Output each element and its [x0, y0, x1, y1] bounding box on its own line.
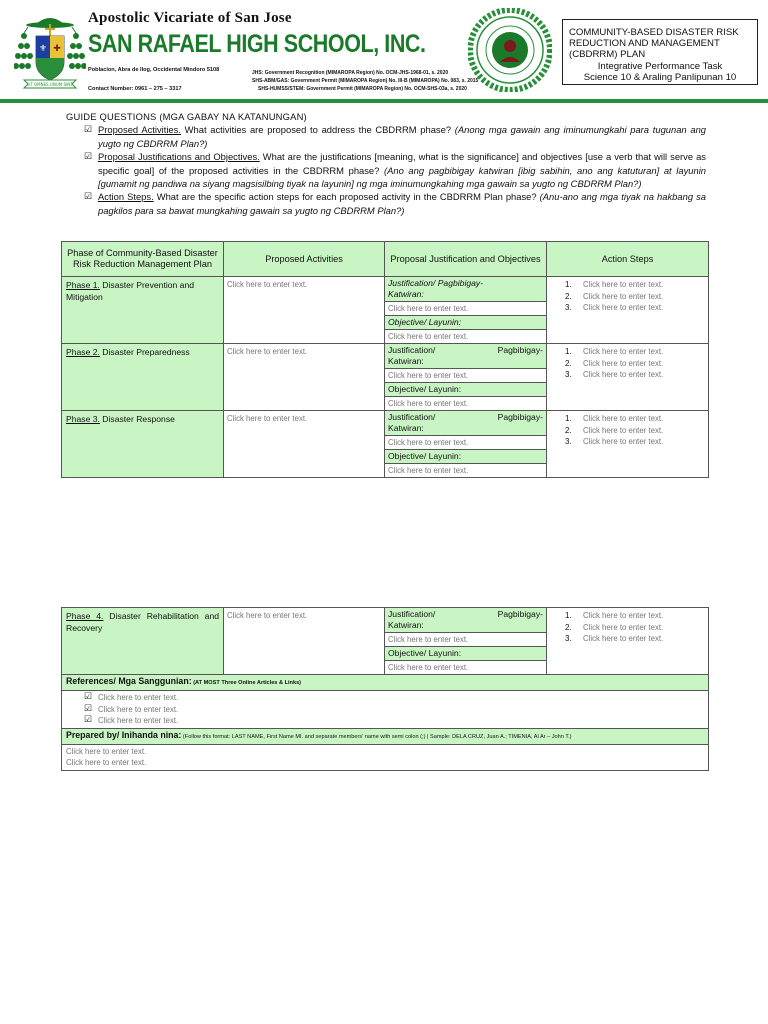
step-input[interactable]: Click here to enter text.: [583, 414, 664, 423]
objective-input[interactable]: Click here to enter text.: [388, 399, 469, 408]
permit-shs-humss: SHS-HUMSS/STEM: Government Permit (MIMAROPA Region) No. OCM-SHS-03a, s. 2020: [258, 86, 467, 92]
cbdrrm-plan-table: [61, 241, 709, 478]
checkbox-icon[interactable]: ☑: [84, 124, 93, 135]
title-line-3: (CBDRRM) PLAN: [569, 49, 646, 61]
member-input[interactable]: Click here to enter text.: [66, 746, 147, 756]
step-input[interactable]: Click here to enter text.: [583, 622, 664, 632]
document-title-box: [562, 19, 758, 85]
cbdrrm-plan-table-continued: [61, 607, 709, 771]
svg-text:⚜: ⚜: [38, 44, 48, 54]
activities-input[interactable]: Click here to enter text.: [227, 280, 308, 289]
table-row: [62, 344, 709, 411]
list-item: [84, 702, 708, 716]
list-item: 3. Click here to enter text.: [565, 303, 664, 313]
link-icon: ☑: [84, 702, 93, 713]
reference-input[interactable]: Click here to enter text.: [98, 716, 179, 726]
objective-label: Objective/ Layunin:: [385, 647, 546, 661]
references-row: [62, 691, 709, 729]
steps-cell: [547, 608, 709, 675]
list-item: 2. Click here to enter text.: [565, 291, 664, 301]
objective-label: Objective/ Layunin:: [385, 316, 546, 330]
reference-input[interactable]: Click here to enter text.: [98, 704, 179, 714]
objective-input[interactable]: Click here to enter text.: [388, 466, 469, 475]
list-item: 3. Click here to enter text.: [565, 370, 664, 380]
guide-item: ☑ Action Steps. What are the specific action steps for each proposed activity in the CBDRRM Plan phase? (Anu-ano ang mga tiyak na hakbang sa pagkilos para sa bawat mungkahing gawain sa yugto ng CBDRRM Plan?): [84, 191, 706, 216]
vicariate-coat-of-arms: [14, 10, 86, 96]
justification-input[interactable]: Click here to enter text.: [388, 635, 469, 644]
justification-input[interactable]: Click here to enter text.: [388, 304, 469, 313]
school-seal: [468, 8, 552, 92]
guide-questions: [66, 110, 706, 217]
step-input[interactable]: Click here to enter text.: [583, 291, 664, 301]
activities-input[interactable]: Click here to enter text.: [227, 414, 308, 423]
list-item: [84, 714, 708, 727]
guide-item: ☑ Proposed Activities. What activities are proposed to address the CBDRRM phase? (Anong mga gawain ang iminumungkahi para tugunan ang yugto ng CBDRRM Plan?): [84, 124, 707, 149]
school-name: SAN RAFAEL HIGH SCHOOL, INC.: [88, 30, 426, 58]
member-input[interactable]: Click here to enter text.: [66, 758, 147, 768]
permit-shs-abm: SHS-ABM/GAS: Government Permit (MIMAROPA Region) No. III-B (MIMAROPA) No. 083, s. 2015: [252, 78, 479, 84]
vicariate-name: Apostolic Vicariate of San Jose: [88, 10, 292, 26]
table-row: [62, 411, 709, 478]
step-input[interactable]: Click here to enter text.: [583, 280, 664, 289]
checkbox-icon[interactable]: ☑: [84, 191, 93, 202]
list-item: 2. Click here to enter text.: [565, 425, 664, 435]
list-item: 1. Click here to enter text.: [565, 280, 664, 289]
references-header-row: [62, 675, 709, 691]
prepared-header-row: [62, 728, 709, 744]
activities-cell: [224, 411, 385, 478]
step-input[interactable]: Click here to enter text.: [583, 370, 664, 380]
svg-text:✚: ✚: [53, 44, 61, 54]
objective-label: Objective/ Layunin:: [385, 383, 546, 397]
list-item: [84, 691, 708, 704]
prepared-row: [62, 744, 709, 770]
step-input[interactable]: Click here to enter text.: [583, 303, 664, 313]
justification-input[interactable]: Click here to enter text.: [388, 371, 469, 380]
references-note: (AT MOST Three Online Articles & Links): [191, 680, 302, 686]
activities-cell: [224, 277, 385, 344]
list-item: 3. Click here to enter text.: [565, 634, 664, 644]
steps-cell: [547, 277, 709, 344]
reference-input[interactable]: Click here to enter text.: [98, 693, 179, 702]
prepared-note: (Follow this format: LAST NAME, First Name MI. and separate members' name with semi colon (;) | Sample: DELA CRUZ, Juan A.; TIMENIA, Al Ar – John T.): [181, 733, 572, 740]
title-line-4: Integrative Performance Task: [597, 60, 723, 72]
guide-item: ☑ Proposal Justifications and Objectives. What are the justifications [meaning, what is the significance] and objectives [use a verb that will serve as specific goal] of the proposed activities in the CBDRRM phase? (Ano ang pagbibigay katwiran [ibig sabihin, ano ang katuturan] at layunin [gumamit ng pandiwa na siyang magsisilbing tiyak na layunin] ng mga iminumungkahing mga gawain sa yugto ng CBDRRM Plan?): [84, 151, 706, 190]
phase-cell: Phase 1. Disaster Prevention and Mitigation: [62, 277, 224, 344]
step-input[interactable]: Click here to enter text.: [583, 425, 664, 435]
col-header-activities: Proposed Activities: [224, 242, 385, 277]
title-line-2: REDUCTION AND MANAGEMENT: [569, 38, 720, 50]
list-item: [66, 746, 704, 758]
link-icon: ☑: [84, 691, 93, 701]
justification-cell: Justification/ Pagbibigay- Katwiran: Click here to enter text. Objective/ Layunin: Click here to enter text.: [385, 411, 547, 478]
references-label: References/ Mga Sanggunian:: [66, 676, 192, 686]
step-input[interactable]: Click here to enter text.: [583, 358, 664, 368]
table-row: [62, 608, 709, 675]
link-icon: ☑: [84, 714, 93, 725]
header-divider: [0, 99, 768, 103]
col-header-phase: Phase of Community-Based Disaster Risk Reduction Management Plan: [62, 242, 224, 277]
contact-number: Contact Number: 0961 – 275 – 3317: [88, 86, 182, 92]
activities-cell: [224, 608, 385, 675]
activities-input[interactable]: Click here to enter text.: [227, 611, 308, 620]
objective-input[interactable]: Click here to enter text.: [388, 663, 469, 672]
title-line-5: Science 10 & Araling Panlipunan 10: [583, 71, 737, 83]
phase-cell: Phase 3. Disaster Response: [62, 411, 224, 478]
steps-cell: [547, 411, 709, 478]
justification-cell: Justification/ Pagbibigay- Katwiran: Click here to enter text. Objective/ Layunin: Click here to enter text.: [385, 608, 547, 675]
prepared-label: Prepared by/ Inihanda nina:: [66, 729, 182, 740]
justification-input[interactable]: Click here to enter text.: [388, 438, 469, 447]
activities-input[interactable]: Click here to enter text.: [227, 347, 308, 356]
col-header-steps: Action Steps: [547, 242, 709, 277]
step-input[interactable]: Click here to enter text.: [583, 437, 664, 447]
ribbon-motto: UT OMNES UNUM SINT: [27, 82, 73, 87]
col-header-justification: Proposal Justification and Objectives: [385, 242, 547, 277]
step-input[interactable]: Click here to enter text.: [583, 634, 664, 644]
phase-cell: Phase 2. Disaster Preparedness: [62, 344, 224, 411]
list-item: 2. Click here to enter text.: [565, 622, 664, 632]
guide-heading: GUIDE QUESTIONS (MGA GABAY NA KATANUNGAN): [66, 111, 307, 122]
step-input[interactable]: Click here to enter text.: [583, 347, 664, 356]
list-item: 2. Click here to enter text.: [565, 358, 664, 368]
checkbox-icon[interactable]: ☑: [84, 151, 93, 162]
list-item: 3. Click here to enter text.: [565, 437, 664, 447]
objective-label: Objective/ Layunin:: [385, 450, 546, 464]
list-item: 1. Click here to enter text.: [565, 414, 664, 423]
steps-cell: [547, 344, 709, 411]
list-item: 1. Click here to enter text.: [565, 611, 664, 620]
school-address: Poblacion, Abra de Ilog, Occidental Mindoro 5108: [88, 67, 220, 73]
title-line-1: COMMUNITY-BASED DISASTER RISK: [569, 27, 739, 38]
permit-jhs: JHS: Government Recognition (MIMAROPA Region) No. OCM-JHS-1968-01, s. 2020: [252, 70, 449, 76]
table-row: [62, 277, 709, 344]
list-item: [66, 757, 704, 769]
justification-cell: Justification/ Pagbibigay- Katwiran: Click here to enter text. Objective/ Layunin: Click here to enter text.: [385, 277, 547, 344]
objective-input[interactable]: Click here to enter text.: [388, 332, 469, 341]
list-item: 1. Click here to enter text.: [565, 347, 664, 356]
phase-cell: Phase 4. Disaster Rehabilitation and Recovery: [62, 608, 224, 675]
step-input[interactable]: Click here to enter text.: [583, 611, 664, 620]
justification-cell: Justification/ Pagbibigay- Katwiran: Click here to enter text. Objective/ Layunin: Click here to enter text.: [385, 344, 547, 411]
activities-cell: [224, 344, 385, 411]
